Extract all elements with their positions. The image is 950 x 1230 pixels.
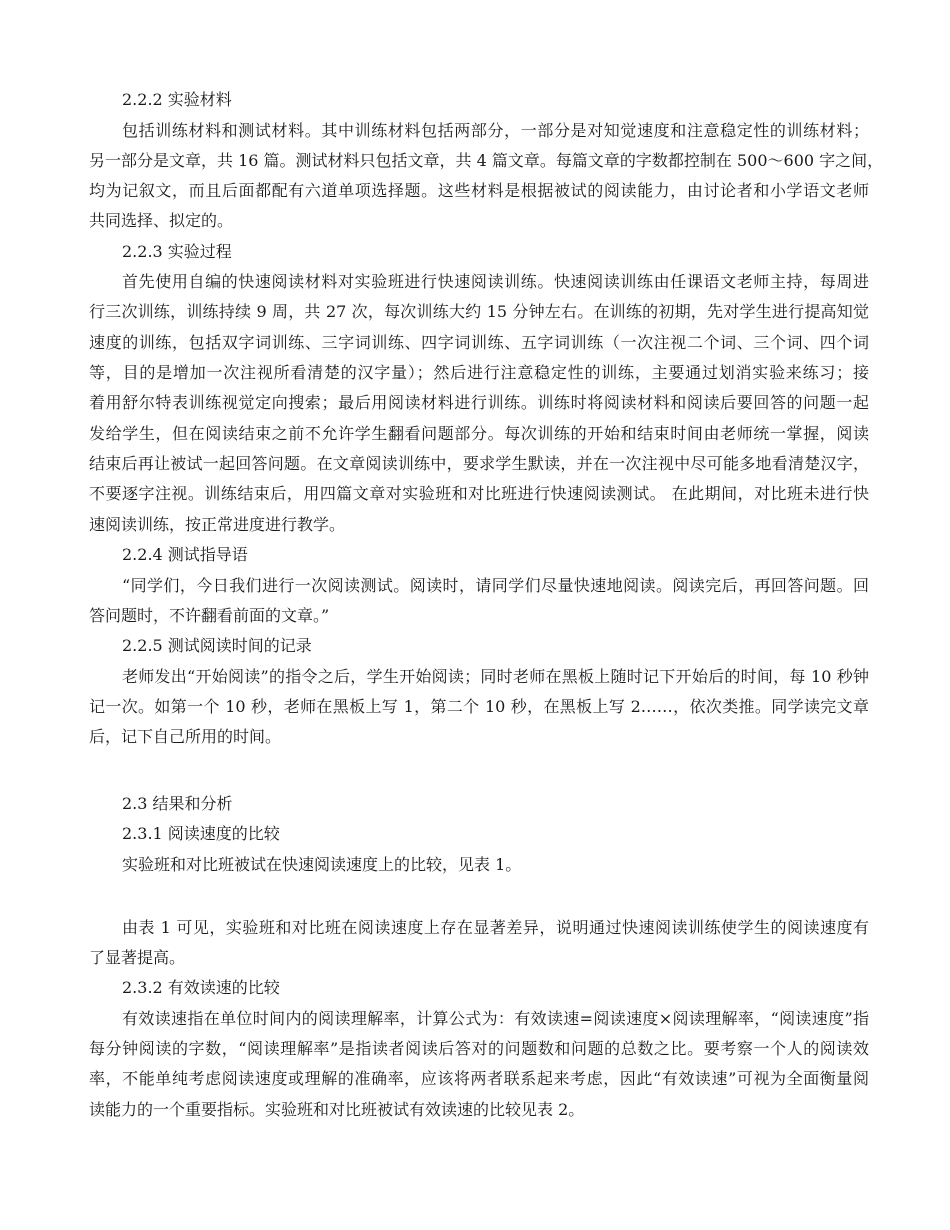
paragraph-line: 有效读速指在单位时间内的阅读理解率，计算公式为：有效读速=阅读速度×阅读理解率，“阅读速度”指	[122, 1009, 869, 1028]
paragraph-line: 后，记下自己所用的时间。	[89, 727, 282, 746]
paragraph-line: 读能力的一个重要指标。实验班和对比班被试有效读速的比较见表 2。	[89, 1100, 585, 1119]
paragraph-line: 答问题时，不许翻看前面的文章。”	[89, 606, 330, 625]
section-heading-2-2-5: 2.2.5 测试阅读时间的记录	[122, 636, 312, 655]
paragraph-line: 着用舒尔特表训练视觉定向搜索；最后用阅读材料进行训练。训练时将阅读材料和阅读后要回答的问题一起	[89, 393, 869, 412]
paragraph-line: 结束后再让被试一起回答问题。在文章阅读训练中，要求学生默读，并在一次注视中尽可能多地看清楚汉字，	[89, 454, 869, 473]
paragraph-line: 实验班和对比班被试在快速阅读速度上的比较，见表 1。	[122, 855, 522, 874]
paragraph-line: 不要逐字注视。训练结束后，用四篇文章对实验班和对比班进行快速阅读测试。 在此期间，对比班未进行快	[89, 484, 869, 503]
paragraph-line: 记一次。如第一个 10 秒，老师在黑板上写 1，第二个 10 秒，在黑板上写 2……，依次类推。同学读完文章	[89, 697, 869, 716]
paragraph-line: 速度的训练，包括双字词训练、三字词训练、四字词训练、五字词训练（一次注视二个词、三个词、四个词	[89, 333, 869, 352]
section-heading-2-3: 2.3 结果和分析	[122, 794, 233, 813]
paragraph-line: 共同选择、拟定的。	[89, 211, 234, 230]
paragraph-line: 每分钟阅读的字数，“阅读理解率”是指读者阅读后答对的问题数和问题的总数之比。要考察一个人的阅读效	[89, 1039, 869, 1058]
paragraph-line: 首先使用自编的快速阅读材料对实验班进行快速阅读训练。快速阅读训练由任课语文老师主持，每周进	[122, 272, 869, 291]
paragraph-line: 等，目的是增加一次注视所看清楚的汉字量）；然后进行注意稳定性的训练，主要通过划消实验来练习；接	[89, 363, 869, 382]
paragraph-line: 老师发出“开始阅读”的指令之后，学生开始阅读；同时老师在黑板上随时记下开始后的时间，每 10 秒钟	[122, 667, 869, 686]
section-heading-2-2-3: 2.2.3 实验过程	[122, 242, 232, 261]
section-heading-2-2-4: 2.2.4 测试指导语	[122, 545, 248, 564]
section-heading-2-2-2: 2.2.2 实验材料	[122, 90, 232, 109]
paragraph-line: 另一部分是文章，共 16 篇。测试材料只包括文章，共 4 篇文章。每篇文章的字数都控制在 500～600 字之间，	[89, 151, 884, 170]
paragraph-line: 行三次训练，训练持续 9 周，共 27 次，每次训练大约 15 分钟左右。在训练的初期，先对学生进行提高知觉	[89, 302, 869, 321]
paragraph-line: 率，不能单纯考虑阅读速度或理解的准确率，应该将两者联系起来考虑，因此“有效读速”可视为全面衡量阅	[89, 1069, 869, 1088]
paragraph-line: 速阅读训练，按正常进度进行教学。	[89, 515, 346, 534]
paragraph-line: 了显著提高。	[89, 948, 186, 967]
paragraph-line: 包括训练材料和测试材料。其中训练材料包括两部分，一部分是对知觉速度和注意稳定性的训练材料；	[122, 121, 869, 140]
section-heading-2-3-1: 2.3.1 阅读速度的比较	[122, 824, 280, 843]
paragraph-line: 发给学生，但在阅读结束之前不允许学生翻看问题部分。每次训练的开始和结束时间由老师统一掌握，阅读	[89, 424, 869, 443]
paragraph-line: “同学们，今日我们进行一次阅读测试。阅读时，请同学们尽量快速地阅读。阅读完后，再回答问题。回	[122, 576, 869, 595]
paragraph-line: 由表 1 可见，实验班和对比班在阅读速度上存在显著差异，说明通过快速阅读训练使学生的阅读速度有	[122, 918, 869, 937]
paragraph-line: 均为记叙文，而且后面都配有六道单项选择题。这些材料是根据被试的阅读能力，由讨论者和小学语文老师	[89, 181, 869, 200]
section-heading-2-3-2: 2.3.2 有效读速的比较	[122, 978, 280, 997]
